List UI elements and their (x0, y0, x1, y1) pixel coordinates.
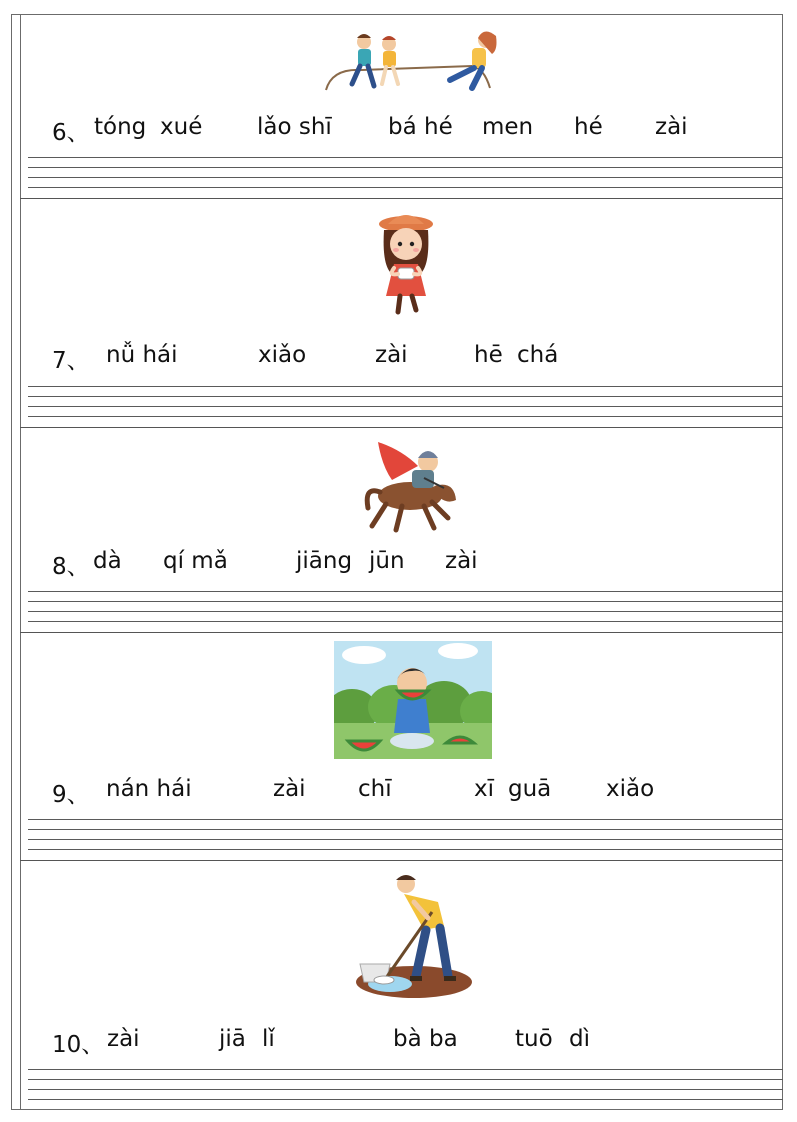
writing-lines[interactable] (28, 386, 783, 428)
pinyin-word: nǚ hái (106, 342, 178, 368)
pinyin-word: bà ba (393, 1026, 458, 1052)
exercise-number: 6、 (52, 120, 90, 146)
girl-drinking-tea-illustration (374, 212, 438, 320)
pinyin-word: bá hé (388, 114, 453, 140)
pinyin-word: dì (569, 1026, 590, 1052)
pinyin-word: hé (574, 114, 603, 140)
section-divider (20, 198, 783, 199)
general-riding-horse-illustration (362, 436, 460, 534)
pinyin-word: lǐ (262, 1026, 275, 1052)
pinyin-word: xiǎo (606, 776, 655, 802)
pinyin-word: zài (445, 548, 478, 574)
writing-lines[interactable] (28, 157, 783, 199)
pinyin-word: hē (474, 342, 503, 368)
pinyin-word: qí mǎ (163, 548, 228, 574)
pinyin-word: zài (375, 342, 408, 368)
pinyin-word: jūn (369, 548, 405, 574)
exercise-number: 8、 (52, 554, 90, 580)
pinyin-word: zài (107, 1026, 140, 1052)
boy-eating-watermelon-illustration (334, 641, 492, 759)
pinyin-word: xī (474, 776, 495, 802)
writing-lines[interactable] (28, 819, 783, 861)
exercise-number: 9、 (52, 782, 90, 808)
dad-mopping-floor-illustration (354, 872, 476, 1002)
pinyin-word: jiā (219, 1026, 246, 1052)
pinyin-word: guā (508, 776, 552, 802)
section-divider (20, 427, 783, 428)
pinyin-word: tuō (515, 1026, 553, 1052)
pinyin-word: dà (93, 548, 122, 574)
exercise-number: 10、 (52, 1032, 105, 1058)
pinyin-word: nán hái (106, 776, 192, 802)
tug-of-war-illustration (322, 28, 500, 96)
pinyin-word: jiāng (296, 548, 353, 574)
writing-lines[interactable] (28, 591, 783, 633)
pinyin-word: men (482, 114, 534, 140)
pinyin-word: xué (160, 114, 203, 140)
pinyin-word: zài (273, 776, 306, 802)
section-divider (20, 632, 783, 633)
section-divider (20, 860, 783, 861)
exercise-number: 7、 (52, 348, 90, 374)
pinyin-word: tóng (94, 114, 147, 140)
writing-lines[interactable] (28, 1069, 783, 1111)
pinyin-word: zài (655, 114, 688, 140)
pinyin-word: lǎo shī (257, 114, 332, 140)
pinyin-word: xiǎo (258, 342, 307, 368)
pinyin-word: chá (517, 342, 559, 368)
pinyin-word: chī (358, 776, 392, 802)
